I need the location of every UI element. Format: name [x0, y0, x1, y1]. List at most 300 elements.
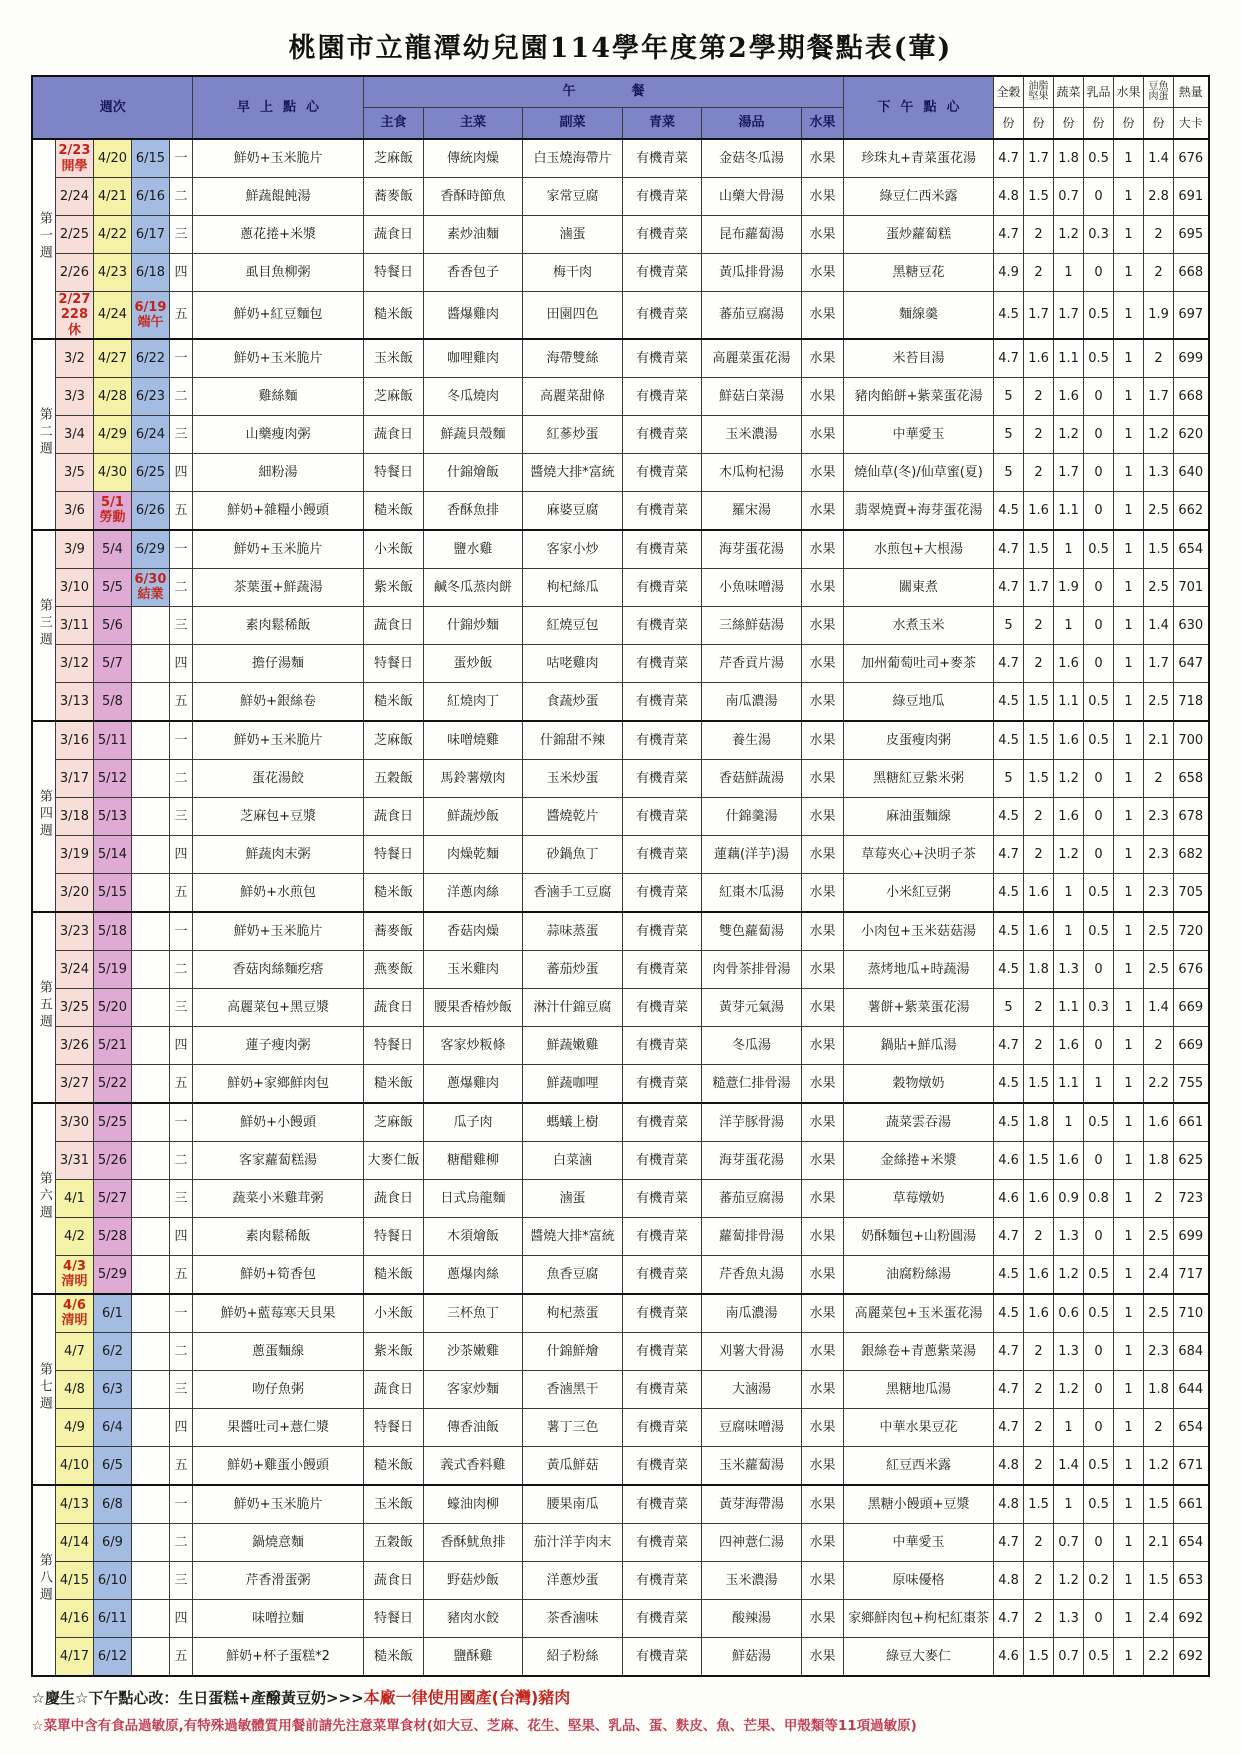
date-cell — [131, 1408, 169, 1446]
table-row — [32, 1408, 1208, 1446]
date-cell: 5/1 勞動 — [93, 491, 131, 530]
header-unit-2: 份 — [1054, 108, 1084, 140]
table-row — [32, 178, 1208, 216]
nutrition-value-cell: 0 — [1084, 178, 1114, 216]
header-nutrition-1: 油脂堅果 — [1024, 76, 1054, 108]
table-row — [32, 835, 1208, 873]
fruit-cell: 水果 — [802, 1332, 844, 1370]
nutrition-value-cell: 669 — [1174, 988, 1209, 1026]
date-cell: 4/7 — [55, 1332, 93, 1370]
week-group-6 — [32, 1103, 1208, 1294]
nutrition-value-cell: 2.5 — [1144, 950, 1174, 988]
nutrition-value-cell: 630 — [1174, 606, 1209, 644]
morning-snack-cell: 鮮奶+玉米脆片 — [193, 1485, 364, 1524]
nutrition-value-cell: 4.7 — [994, 835, 1024, 873]
date-cell: 6/2 — [93, 1332, 131, 1370]
nutrition-value-cell: 0 — [1084, 1370, 1114, 1408]
nutrition-value-cell: 4.7 — [994, 1408, 1024, 1446]
fruit-cell: 水果 — [802, 835, 844, 873]
table-row — [32, 682, 1208, 721]
date-cell: 2/26 — [55, 254, 93, 292]
nutrition-value-cell: 1.7 — [1024, 292, 1054, 339]
nutrition-value-cell: 644 — [1174, 1370, 1209, 1408]
date-cell: 5/5 — [93, 568, 131, 606]
weekday-cell: 四 — [169, 254, 192, 292]
weekday-cell: 三 — [169, 1561, 192, 1599]
nutrition-value-cell: 0 — [1084, 1332, 1114, 1370]
morning-snack-cell: 果醬吐司+薏仁漿 — [193, 1408, 364, 1446]
nutrition-value-cell: 705 — [1174, 873, 1209, 912]
date-cell: 3/16 — [55, 721, 93, 760]
morning-snack-cell: 鮮奶+玉米脆片 — [193, 721, 364, 760]
date-cell: 4/21 — [93, 178, 131, 216]
afternoon-snack-cell: 穀物燉奶 — [844, 1064, 994, 1103]
nutrition-value-cell: 1 — [1114, 1446, 1144, 1485]
header-unit-5: 份 — [1144, 108, 1174, 140]
date-cell: 4/17 — [55, 1637, 93, 1676]
weekday-cell: 一 — [169, 139, 192, 178]
main-dish-cell: 客家炒粄條 — [424, 1026, 523, 1064]
nutrition-value-cell: 668 — [1174, 254, 1209, 292]
fruit-cell: 水果 — [802, 1064, 844, 1103]
nutrition-value-cell: 1.1 — [1054, 491, 1084, 530]
main-dish-cell: 義式香料雞 — [424, 1446, 523, 1485]
vegetable-cell: 有機青菜 — [623, 1141, 702, 1179]
nutrition-value-cell: 653 — [1174, 1561, 1209, 1599]
nutrition-value-cell: 1.4 — [1144, 988, 1174, 1026]
nutrition-value-cell: 2.5 — [1144, 491, 1174, 530]
table-row — [32, 1599, 1208, 1637]
afternoon-snack-cell: 中華水果豆花 — [844, 1408, 994, 1446]
fruit-cell: 水果 — [802, 178, 844, 216]
table-row — [32, 1370, 1208, 1408]
nutrition-value-cell: 700 — [1174, 721, 1209, 760]
main-dish-cell: 鹽水雞 — [424, 530, 523, 569]
afternoon-snack-cell: 翡翠燒賣+海芽蛋花湯 — [844, 491, 994, 530]
fruit-cell: 水果 — [802, 453, 844, 491]
soup-cell: 小魚味噌湯 — [702, 568, 802, 606]
soup-cell: 豆腐味噌湯 — [702, 1408, 802, 1446]
nutrition-value-cell: 1 — [1114, 568, 1144, 606]
date-cell — [131, 797, 169, 835]
afternoon-snack-cell: 小米紅豆粥 — [844, 873, 994, 912]
staple-cell: 糙米飯 — [364, 491, 424, 530]
nutrition-value-cell: 0.5 — [1084, 1103, 1114, 1142]
nutrition-value-cell: 668 — [1174, 377, 1209, 415]
nutrition-value-cell: 1.2 — [1054, 835, 1084, 873]
main-dish-cell: 木須燴飯 — [424, 1217, 523, 1255]
soup-cell: 玉米濃湯 — [702, 415, 802, 453]
staple-cell: 糙米飯 — [364, 1064, 424, 1103]
morning-snack-cell: 蓮子瘦肉粥 — [193, 1026, 364, 1064]
date-cell: 3/4 — [55, 415, 93, 453]
date-cell — [131, 950, 169, 988]
nutrition-value-cell: 0.7 — [1054, 178, 1084, 216]
morning-snack-cell: 蔥蛋麵線 — [193, 1332, 364, 1370]
morning-snack-cell: 蔬菜小米雞茸粥 — [193, 1179, 364, 1217]
date-cell: 3/24 — [55, 950, 93, 988]
main-dish-cell: 冬瓜燒肉 — [424, 377, 523, 415]
nutrition-value-cell: 0.5 — [1084, 682, 1114, 721]
weekday-cell: 四 — [169, 1026, 192, 1064]
nutrition-value-cell: 717 — [1174, 1255, 1209, 1294]
date-cell: 3/6 — [55, 491, 93, 530]
afternoon-snack-cell: 黑糖豆花 — [844, 254, 994, 292]
soup-cell: 黃芽海帶湯 — [702, 1485, 802, 1524]
week-label-text: 第一週 — [36, 211, 52, 263]
table-row — [32, 1561, 1208, 1599]
nutrition-value-cell: 1.6 — [1054, 721, 1084, 760]
vegetable-cell: 有機青菜 — [623, 912, 702, 951]
nutrition-value-cell: 699 — [1174, 1217, 1209, 1255]
main-dish-cell: 鹹冬瓜蒸肉餅 — [424, 568, 523, 606]
weekday-cell: 二 — [169, 377, 192, 415]
afternoon-snack-cell: 綠豆地瓜 — [844, 682, 994, 721]
fruit-cell: 水果 — [802, 415, 844, 453]
fruit-cell: 水果 — [802, 254, 844, 292]
nutrition-value-cell: 5 — [994, 415, 1024, 453]
footnote-allergen: ☆菜單中含有食品過敏原,有特殊過敏體質用餐前請先注意菜單食材(如大豆、芝麻、花生、堅果、乳品、蛋、麩皮、魚、芒果、甲殼類等11項過敏原) — [31, 1717, 917, 1734]
staple-cell: 糙米飯 — [364, 1637, 424, 1676]
nutrition-value-cell: 658 — [1174, 759, 1209, 797]
date-cell — [131, 1103, 169, 1142]
date-cell: 5/27 — [93, 1179, 131, 1217]
side-dish-cell: 香滷黑干 — [523, 1370, 623, 1408]
morning-snack-cell: 鮮奶+紅豆麵包 — [193, 292, 364, 339]
nutrition-value-cell: 2 — [1144, 216, 1174, 254]
week-label — [32, 1485, 55, 1676]
morning-snack-cell: 擔仔湯麵 — [193, 644, 364, 682]
weekday-cell: 五 — [169, 292, 192, 339]
nutrition-value-cell: 1.5 — [1024, 178, 1054, 216]
date-cell: 6/8 — [93, 1485, 131, 1524]
nutrition-value-cell: 4.7 — [994, 1370, 1024, 1408]
vegetable-cell: 有機青菜 — [623, 644, 702, 682]
main-dish-cell: 豬肉水餃 — [424, 1599, 523, 1637]
date-cell: 6/23 — [131, 377, 169, 415]
main-dish-cell: 傳統肉燥 — [424, 139, 523, 178]
nutrition-value-cell: 1 — [1114, 178, 1144, 216]
side-dish-cell: 鮮蔬嫩雞 — [523, 1026, 623, 1064]
staple-cell: 紫米飯 — [364, 568, 424, 606]
nutrition-value-cell: 1.8 — [1144, 1141, 1174, 1179]
side-dish-cell: 洋蔥炒蛋 — [523, 1561, 623, 1599]
fruit-cell: 水果 — [802, 950, 844, 988]
vegetable-cell: 有機青菜 — [623, 139, 702, 178]
staple-cell: 小米飯 — [364, 1294, 424, 1333]
weekday-cell: 一 — [169, 530, 192, 569]
soup-cell: 玉米蘿蔔湯 — [702, 1446, 802, 1485]
side-dish-cell: 白菜滷 — [523, 1141, 623, 1179]
date-cell — [131, 1294, 169, 1333]
weekday-cell: 四 — [169, 1217, 192, 1255]
fruit-cell: 水果 — [802, 797, 844, 835]
date-cell: 6/12 — [93, 1637, 131, 1676]
nutrition-value-cell: 2 — [1024, 606, 1054, 644]
nutrition-value-cell: 1.2 — [1054, 415, 1084, 453]
side-dish-cell: 田園四色 — [523, 292, 623, 339]
nutrition-value-cell: 1.3 — [1054, 950, 1084, 988]
nutrition-value-cell: 1.1 — [1054, 1064, 1084, 1103]
date-cell: 5/21 — [93, 1026, 131, 1064]
staple-cell: 玉米飯 — [364, 1485, 424, 1524]
date-cell: 6/17 — [131, 216, 169, 254]
date-cell: 5/26 — [93, 1141, 131, 1179]
fruit-cell: 水果 — [802, 1485, 844, 1524]
morning-snack-cell: 鮮奶+雜糧小饅頭 — [193, 491, 364, 530]
date-cell: 4/22 — [93, 216, 131, 254]
nutrition-value-cell: 1.6 — [1024, 1255, 1054, 1294]
side-dish-cell: 紹子粉絲 — [523, 1637, 623, 1676]
fruit-cell: 水果 — [802, 912, 844, 951]
week-label-text: 第四週 — [36, 788, 52, 840]
afternoon-snack-cell: 珍珠丸+青菜蛋花湯 — [844, 139, 994, 178]
afternoon-snack-cell: 黑糖紅豆紫米粥 — [844, 759, 994, 797]
afternoon-snack-cell: 燒仙草(冬)/仙草蜜(夏) — [844, 453, 994, 491]
soup-cell: 三絲鮮菇湯 — [702, 606, 802, 644]
nutrition-value-cell: 0.3 — [1084, 216, 1114, 254]
nutrition-value-cell: 1.7 — [1144, 644, 1174, 682]
nutrition-value-cell: 1 — [1114, 873, 1144, 912]
nutrition-value-cell: 0.5 — [1084, 1255, 1114, 1294]
side-dish-cell: 茶香滷味 — [523, 1599, 623, 1637]
fruit-cell: 水果 — [802, 1446, 844, 1485]
nutrition-value-cell: 1 — [1054, 1408, 1084, 1446]
nutrition-value-cell: 4.5 — [994, 912, 1024, 951]
soup-cell: 蕃茄豆腐湯 — [702, 1179, 802, 1217]
nutrition-value-cell: 697 — [1174, 292, 1209, 339]
main-dish-cell: 紅燒肉丁 — [424, 682, 523, 721]
side-dish-cell: 黃瓜鮮菇 — [523, 1446, 623, 1485]
nutrition-value-cell: 2 — [1024, 1026, 1054, 1064]
week-label-text: 第六週 — [36, 1170, 52, 1222]
soup-cell: 刈薯大骨湯 — [702, 1332, 802, 1370]
date-cell — [131, 682, 169, 721]
nutrition-value-cell: 1 — [1114, 216, 1144, 254]
vegetable-cell: 有機青菜 — [623, 292, 702, 339]
weekday-cell: 二 — [169, 1332, 192, 1370]
main-dish-cell: 蛋炒飯 — [424, 644, 523, 682]
nutrition-value-cell: 5 — [994, 453, 1024, 491]
nutrition-value-cell: 0 — [1084, 644, 1114, 682]
fruit-cell: 水果 — [802, 1026, 844, 1064]
header-unit-1: 份 — [1024, 108, 1054, 140]
soup-cell: 洋芋豚骨湯 — [702, 1103, 802, 1142]
header-lunch-col-0: 主食 — [364, 108, 424, 140]
nutrition-value-cell: 4.8 — [994, 1446, 1024, 1485]
morning-snack-cell: 素肉鬆稀飯 — [193, 1217, 364, 1255]
nutrition-value-cell: 4.7 — [994, 339, 1024, 378]
morning-snack-cell: 雞絲麵 — [193, 377, 364, 415]
afternoon-snack-cell: 蒸烤地瓜+時蔬湯 — [844, 950, 994, 988]
afternoon-snack-cell: 油腐粉絲湯 — [844, 1255, 994, 1294]
nutrition-value-cell: 0 — [1084, 950, 1114, 988]
date-cell: 3/30 — [55, 1103, 93, 1142]
nutrition-value-cell: 2.2 — [1144, 1064, 1174, 1103]
nutrition-value-cell: 1.5 — [1024, 682, 1054, 721]
main-dish-cell: 味噌燒雞 — [424, 721, 523, 760]
main-dish-cell: 鹽酥雞 — [424, 1637, 523, 1676]
nutrition-value-cell: 1.1 — [1054, 988, 1084, 1026]
nutrition-value-cell: 1.1 — [1054, 682, 1084, 721]
nutrition-value-cell: 723 — [1174, 1179, 1209, 1217]
nutrition-value-cell: 1.7 — [1024, 139, 1054, 178]
nutrition-value-cell: 0.5 — [1084, 292, 1114, 339]
week-label-text: 第七週 — [36, 1361, 52, 1413]
date-cell: 4/3清明 — [55, 1255, 93, 1294]
side-dish-cell: 麻婆豆腐 — [523, 491, 623, 530]
nutrition-value-cell: 710 — [1174, 1294, 1209, 1333]
date-cell — [131, 1485, 169, 1524]
weekday-cell: 三 — [169, 415, 192, 453]
soup-cell: 蘿蔔排骨湯 — [702, 1217, 802, 1255]
morning-snack-cell: 鮮奶+筍香包 — [193, 1255, 364, 1294]
fruit-cell: 水果 — [802, 1561, 844, 1599]
nutrition-value-cell: 2 — [1024, 988, 1054, 1026]
header-nutrition-2: 蔬菜 — [1054, 76, 1084, 108]
morning-snack-cell: 鮮奶+水煎包 — [193, 873, 364, 912]
fruit-cell: 水果 — [802, 1370, 844, 1408]
nutrition-value-cell: 4.7 — [994, 530, 1024, 569]
date-cell: 6/1 — [93, 1294, 131, 1333]
nutrition-value-cell: 2 — [1144, 1408, 1174, 1446]
date-cell: 5/22 — [93, 1064, 131, 1103]
nutrition-value-cell: 1.1 — [1054, 339, 1084, 378]
table-row — [32, 292, 1208, 339]
nutrition-value-cell: 654 — [1174, 530, 1209, 569]
nutrition-value-cell: 4.7 — [994, 216, 1024, 254]
nutrition-value-cell: 1 — [1114, 1599, 1144, 1637]
date-cell: 2/23 開學 — [55, 139, 93, 178]
side-dish-cell: 梅干肉 — [523, 254, 623, 292]
fruit-cell: 水果 — [802, 339, 844, 378]
week-group-8 — [32, 1485, 1208, 1676]
side-dish-cell: 魚香豆腐 — [523, 1255, 623, 1294]
nutrition-value-cell: 2 — [1024, 453, 1054, 491]
soup-cell: 酸辣湯 — [702, 1599, 802, 1637]
nutrition-value-cell: 1 — [1114, 682, 1144, 721]
nutrition-value-cell: 661 — [1174, 1103, 1209, 1142]
nutrition-value-cell: 0 — [1084, 1408, 1114, 1446]
nutrition-value-cell: 1 — [1114, 377, 1144, 415]
nutrition-value-cell: 1.5 — [1024, 530, 1054, 569]
date-cell — [131, 1217, 169, 1255]
staple-cell: 芝麻飯 — [364, 1103, 424, 1142]
week-group-3 — [32, 530, 1208, 721]
nutrition-value-cell: 654 — [1174, 1408, 1209, 1446]
vegetable-cell: 有機青菜 — [623, 377, 702, 415]
nutrition-value-cell: 2.3 — [1144, 835, 1174, 873]
nutrition-value-cell: 678 — [1174, 797, 1209, 835]
date-cell: 3/20 — [55, 873, 93, 912]
nutrition-value-cell: 647 — [1174, 644, 1209, 682]
weekday-cell: 一 — [169, 1294, 192, 1333]
nutrition-value-cell: 5 — [994, 377, 1024, 415]
afternoon-snack-cell: 豬肉餡餅+紫菜蛋花湯 — [844, 377, 994, 415]
side-dish-cell: 薯丁三色 — [523, 1408, 623, 1446]
week-group-1 — [32, 139, 1208, 339]
side-dish-cell: 食蔬炒蛋 — [523, 682, 623, 721]
date-cell: 5/6 — [93, 606, 131, 644]
nutrition-value-cell: 4.5 — [994, 950, 1024, 988]
fruit-cell: 水果 — [802, 721, 844, 760]
vegetable-cell: 有機青菜 — [623, 759, 702, 797]
nutrition-value-cell: 0.5 — [1084, 1446, 1114, 1485]
nutrition-value-cell: 2 — [1024, 377, 1054, 415]
week-label — [32, 721, 55, 912]
nutrition-value-cell: 1.2 — [1144, 415, 1174, 453]
nutrition-value-cell: 1 — [1114, 139, 1144, 178]
nutrition-value-cell: 2 — [1024, 1561, 1054, 1599]
fruit-cell: 水果 — [802, 644, 844, 682]
staple-cell: 蔬食日 — [364, 1370, 424, 1408]
nutrition-value-cell: 1.5 — [1144, 530, 1174, 569]
date-cell — [131, 721, 169, 760]
nutrition-value-cell: 2 — [1024, 1217, 1054, 1255]
nutrition-value-cell: 0.5 — [1084, 721, 1114, 760]
staple-cell: 紫米飯 — [364, 1332, 424, 1370]
vegetable-cell: 有機青菜 — [623, 1294, 702, 1333]
afternoon-snack-cell: 紅豆西米露 — [844, 1446, 994, 1485]
weekday-cell: 二 — [169, 568, 192, 606]
afternoon-snack-cell: 水煎包+大根湯 — [844, 530, 994, 569]
morning-snack-cell: 細粉湯 — [193, 453, 364, 491]
weekday-cell: 五 — [169, 873, 192, 912]
afternoon-snack-cell: 高麗菜包+玉米蛋花湯 — [844, 1294, 994, 1333]
nutrition-value-cell: 1.2 — [1054, 216, 1084, 254]
nutrition-value-cell: 2 — [1024, 1408, 1054, 1446]
table-row — [32, 912, 1208, 951]
nutrition-value-cell: 684 — [1174, 1332, 1209, 1370]
nutrition-value-cell: 1 — [1114, 1637, 1144, 1676]
header-unit-6: 大卡 — [1174, 108, 1209, 140]
weekday-cell: 三 — [169, 216, 192, 254]
soup-cell: 鮮菇白菜湯 — [702, 377, 802, 415]
nutrition-value-cell: 0.2 — [1084, 1561, 1114, 1599]
table-row — [32, 377, 1208, 415]
nutrition-value-cell: 720 — [1174, 912, 1209, 951]
table-row — [32, 721, 1208, 760]
table-row — [32, 254, 1208, 292]
nutrition-value-cell: 1.5 — [1024, 721, 1054, 760]
week-label — [32, 912, 55, 1103]
nutrition-value-cell: 0 — [1084, 835, 1114, 873]
nutrition-value-cell: 1 — [1054, 530, 1084, 569]
date-cell: 6/3 — [93, 1370, 131, 1408]
date-cell: 5/4 — [93, 530, 131, 569]
nutrition-value-cell: 691 — [1174, 178, 1209, 216]
side-dish-cell: 咕咾雞肉 — [523, 644, 623, 682]
main-dish-cell: 傳香油飯 — [424, 1408, 523, 1446]
nutrition-value-cell: 0.3 — [1084, 988, 1114, 1026]
soup-cell: 四神薏仁湯 — [702, 1523, 802, 1561]
afternoon-snack-cell: 金絲捲+米漿 — [844, 1141, 994, 1179]
table-row — [32, 1523, 1208, 1561]
nutrition-value-cell: 2 — [1024, 1370, 1054, 1408]
side-dish-cell: 什錦鮮燴 — [523, 1332, 623, 1370]
nutrition-value-cell: 0 — [1084, 1599, 1114, 1637]
nutrition-value-cell: 1.9 — [1144, 292, 1174, 339]
header-unit-4: 份 — [1114, 108, 1144, 140]
nutrition-value-cell: 0 — [1084, 254, 1114, 292]
nutrition-value-cell: 4.5 — [994, 1294, 1024, 1333]
fruit-cell: 水果 — [802, 759, 844, 797]
date-cell: 4/24 — [93, 292, 131, 339]
nutrition-value-cell: 1.4 — [1144, 606, 1174, 644]
soup-cell: 芹香魚丸湯 — [702, 1255, 802, 1294]
week-label-text: 第二週 — [36, 406, 52, 458]
nutrition-value-cell: 4.5 — [994, 873, 1024, 912]
